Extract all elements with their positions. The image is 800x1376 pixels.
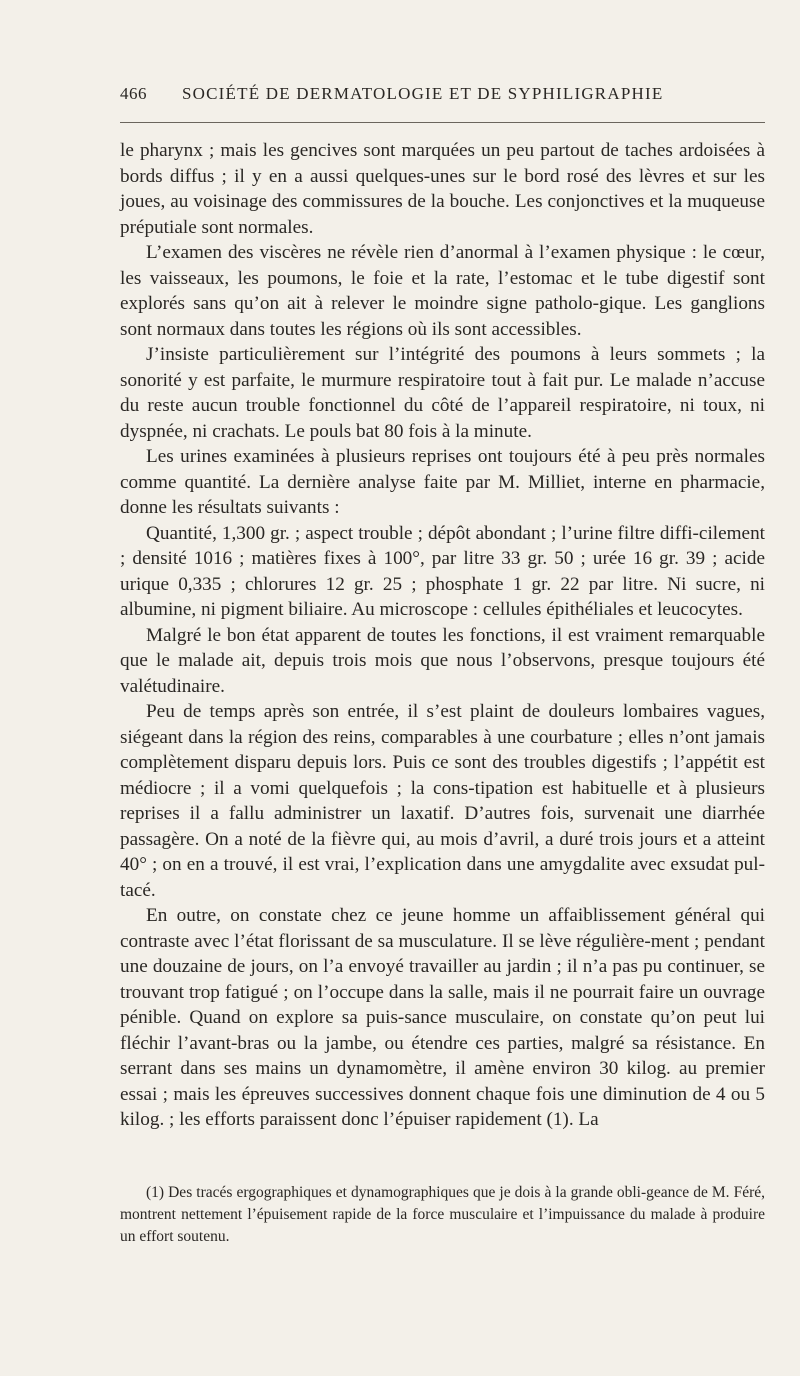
paragraph: En outre, on constate chez ce jeune homme un affaiblissement général qui contraste avec l’état florissant de sa musculature. Il se lève régulière-ment ; pendant une douzaine de jours, on l’a envoyé travailler au jardin ; il n’a pas pu continuer, se trouvant trop fatigué ; on l’occupe dans la salle, mais il ne pourrait faire un ouvrage pénible. Quand on explore sa puis-sance musculaire, on constate qu’on peut lui fléchir l’avant-bras ou la jambe, ou étendre ces parties, malgré sa résistance. En serrant dans ses mains un dynamomètre, il amène environ 30 kilog. au premier essai ; mais les épreuves successives donnent chaque fois une diminution de 4 ou 5 kilog. ; les efforts paraissent donc l’épuiser rapidement (1). La bbox=[120, 905, 765, 1130]
body-text bbox=[120, 138, 765, 1133]
page-number: 466 bbox=[120, 84, 147, 103]
running-title: SOCIÉTÉ DE DERMATOLOGIE ET DE SYPHILIGRAPHIE bbox=[182, 84, 664, 103]
footnote: (1) Des tracés ergographiques et dynamographiques que je dois à la grande obli-geance de M. Féré, montrent nettement l’épuisement rapide de la force musculaire et l’impuissance du malade à produire un effort soutenu. bbox=[120, 1184, 765, 1245]
paragraph: Les urines examinées à plusieurs reprises ont toujours été à peu près normales comme quantité. La dernière analyse faite par M. Milliet, interne en pharmacie, donne les résultats suivants : bbox=[120, 446, 765, 518]
paragraph: le pharynx ; mais les gencives sont marquées un peu partout de taches ardoisées à bords diffus ; il y en a aussi quelques-unes sur le bord rosé des lèvres et sur les joues, au voisinage des commissures de la bouche. Les conjonctives et la muqueuse préputiale sont normales. bbox=[120, 140, 765, 238]
paragraph: Malgré le bon état apparent de toutes les fonctions, il est vraiment remarquable que le malade ait, depuis trois mois que nous l’observons, presque toujours été valétudinaire. bbox=[120, 624, 765, 697]
paragraph: J’insiste particulièrement sur l’intégrité des poumons à leurs sommets ; la sonorité y est parfaite, le murmure respiratoire tout à fait pur. Le malade n’accuse du reste aucun trouble fonctionnel du côté de l’appareil respiratoire, ni toux, ni dyspnée, ni crachats. Le pouls bat 80 fois à la minute. bbox=[120, 344, 765, 442]
paragraph: Quantité, 1,300 gr. ; aspect trouble ; dépôt abondant ; l’urine filtre diffi-cilement ; densité 1016 ; matières fixes à 100°, par litre 33 gr. 50 ; urée 16 gr. 39 ; acide urique 0,335 ; chlorures 12 gr. 25 ; phosphate 1 gr. 22 par litre. Ni sucre, ni albumine, ni pigment biliaire. Au microscope : cellules épithéliales et leucocytes. bbox=[120, 522, 765, 620]
paragraph: Peu de temps après son entrée, il s’est plaint de douleurs lombaires vagues, siégeant dans la région des reins, comparables à une courbature ; elles n’ont jamais complètement disparu depuis lors. Puis ce sont des troubles digestifs ; l’appétit est médiocre ; il a vomi quelquefois ; la cons-tipation est habituelle et à plusieurs reprises il a fallu administrer un laxatif. D’autres fois, survenait une diarrhée passagère. On a noté de la fièvre qui, au mois d’avril, a duré trois jours et a atteint 40° ; on en a trouvé, il est vrai, l’explication dans une amygdalite avec exsudat pul-tacé. bbox=[120, 701, 765, 901]
paragraph: L’examen des viscères ne révèle rien d’anormal à l’examen physique : le cœur, les vaisseaux, les poumons, le foie et la rate, l’estomac et le tube digestif sont explorés sans qu’on ait à relever le moindre signe patholo-gique. Les ganglions sont normaux dans toutes les régions où ils sont accessibles. bbox=[120, 242, 765, 340]
header-rule bbox=[120, 122, 765, 123]
